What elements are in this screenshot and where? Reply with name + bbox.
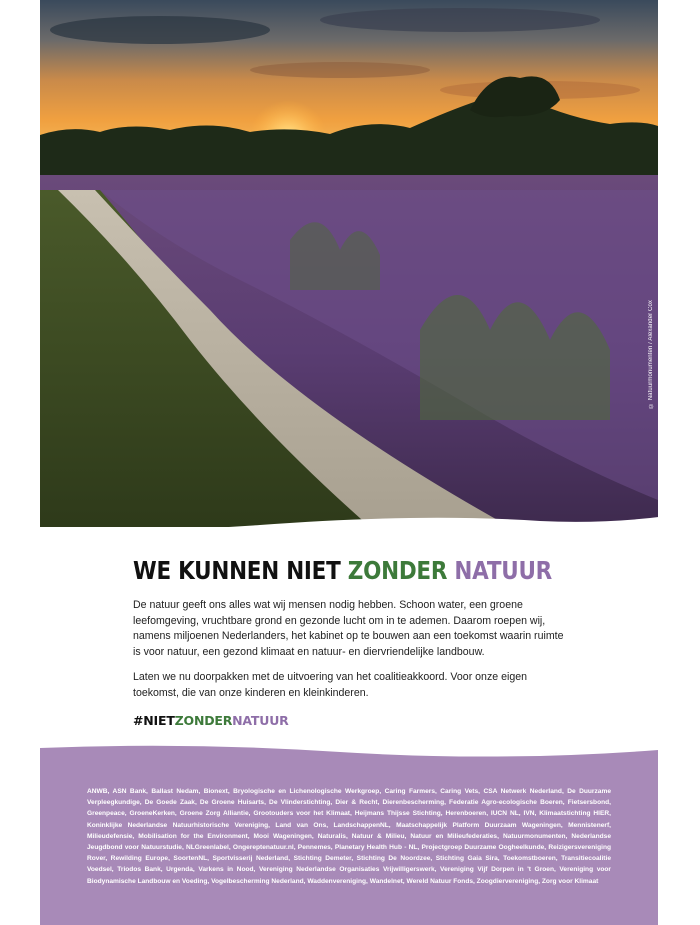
headline-part-1: WE KUNNEN NIET xyxy=(133,556,348,585)
headline-part-3: NATUUR xyxy=(447,556,552,585)
photo-credit: © Natuurmonumenten / Alexander Cox xyxy=(648,300,654,409)
hashtag xyxy=(133,713,289,728)
landscape-photo xyxy=(40,0,658,527)
body-paragraph-2: Laten we nu doorpakken met de uitvoering van het coalitieakkoord. Voor onze eigen toekomst, die van onze kinderen en kleinkinderen. xyxy=(133,671,527,699)
hashtag-part-3: NATUUR xyxy=(232,713,289,728)
headline xyxy=(133,553,552,589)
wave-divider-top xyxy=(0,505,700,545)
heath-sunset-image xyxy=(40,0,658,527)
organizations-band xyxy=(40,742,658,925)
hashtag-part-1: #NIET xyxy=(133,713,175,728)
organizations-list: ANWB, ASN Bank, Ballast Nedam, Bionext, Bryologische en Lichenologische Werkgroep, Caring Farmers, Caring Vets, CSA Netwerk Nederland, De Duurzame Verpleegkundige, De Goede Zaak, De Groene Huisarts, De Vlinderstichting, Dier & Recht, Dierenbescherming, Federatie Agro-ecologische Boeren, Fietsersbond, Greenpeace, GroeneKerken, Groene Zorg Alliantie, Grootouders voor het Klimaat, Heijmans Thijsse Stichting, Herenboeren, IUCN NL, IVN, Klimaatstichting HIER, Koninklijke Nederlandse Natuurhistorische Vereniging, Land van Ons, LandschappenNL, Maatschappelijk Platform Duurzaam Wageningen, Mennistenerf, Milieudefensie, Mobilisation for the Environment, Mooi Wageningen, Naturalis, Natuur & Milieu, Natuur en Milieufederaties, Natuurmonumenten, Nederlandse Jeugdbond voor Natuurstudie, NLGreenlabel, Ongereptenatuur.nl, Pennemes, Planetary Health Hub - NL, Projectgroep Duurzame Oogheelkunde, Reizigersvereniging Rover, Rewilding Europe, SoortenNL, Sportvisserij Nederland, Stichting Demeter, Stichting De Noordzee, Stichting Gaia Sira, Toekomstboeren, Transitiecoalitie Voedsel, Triodos Bank, Urgenda, Varkens in Nood, Vereniging Nederlandse Organisaties Vrijwilligerswerk, Vereniging Vijf Dorpen in 't Groen, Vereniging voor Biodynamische Landbouw en Voeding, Vogelbescherming Nederland, Waddenvereniging, Wandelnet, Wereld Natuur Fonds, Zoogdiervereniging, Zorg voor Klimaat xyxy=(87,788,611,885)
body-paragraph-1: De natuur geeft ons alles wat wij mensen nodig hebben. Schoon water, een groene leefomgeving, vruchtbare grond en gezonde lucht om in te ademen. Daarom roepen wij, namens miljoenen Nederlanders, het kabinet op te bouwen aan een toekomst waarin ruimte is voor natuur, een gezond klimaat en natuur- en diervriendelijke landbouw. xyxy=(133,599,564,658)
hashtag-part-2: ZONDER xyxy=(174,713,233,728)
headline-part-2: ZONDER xyxy=(347,556,448,585)
